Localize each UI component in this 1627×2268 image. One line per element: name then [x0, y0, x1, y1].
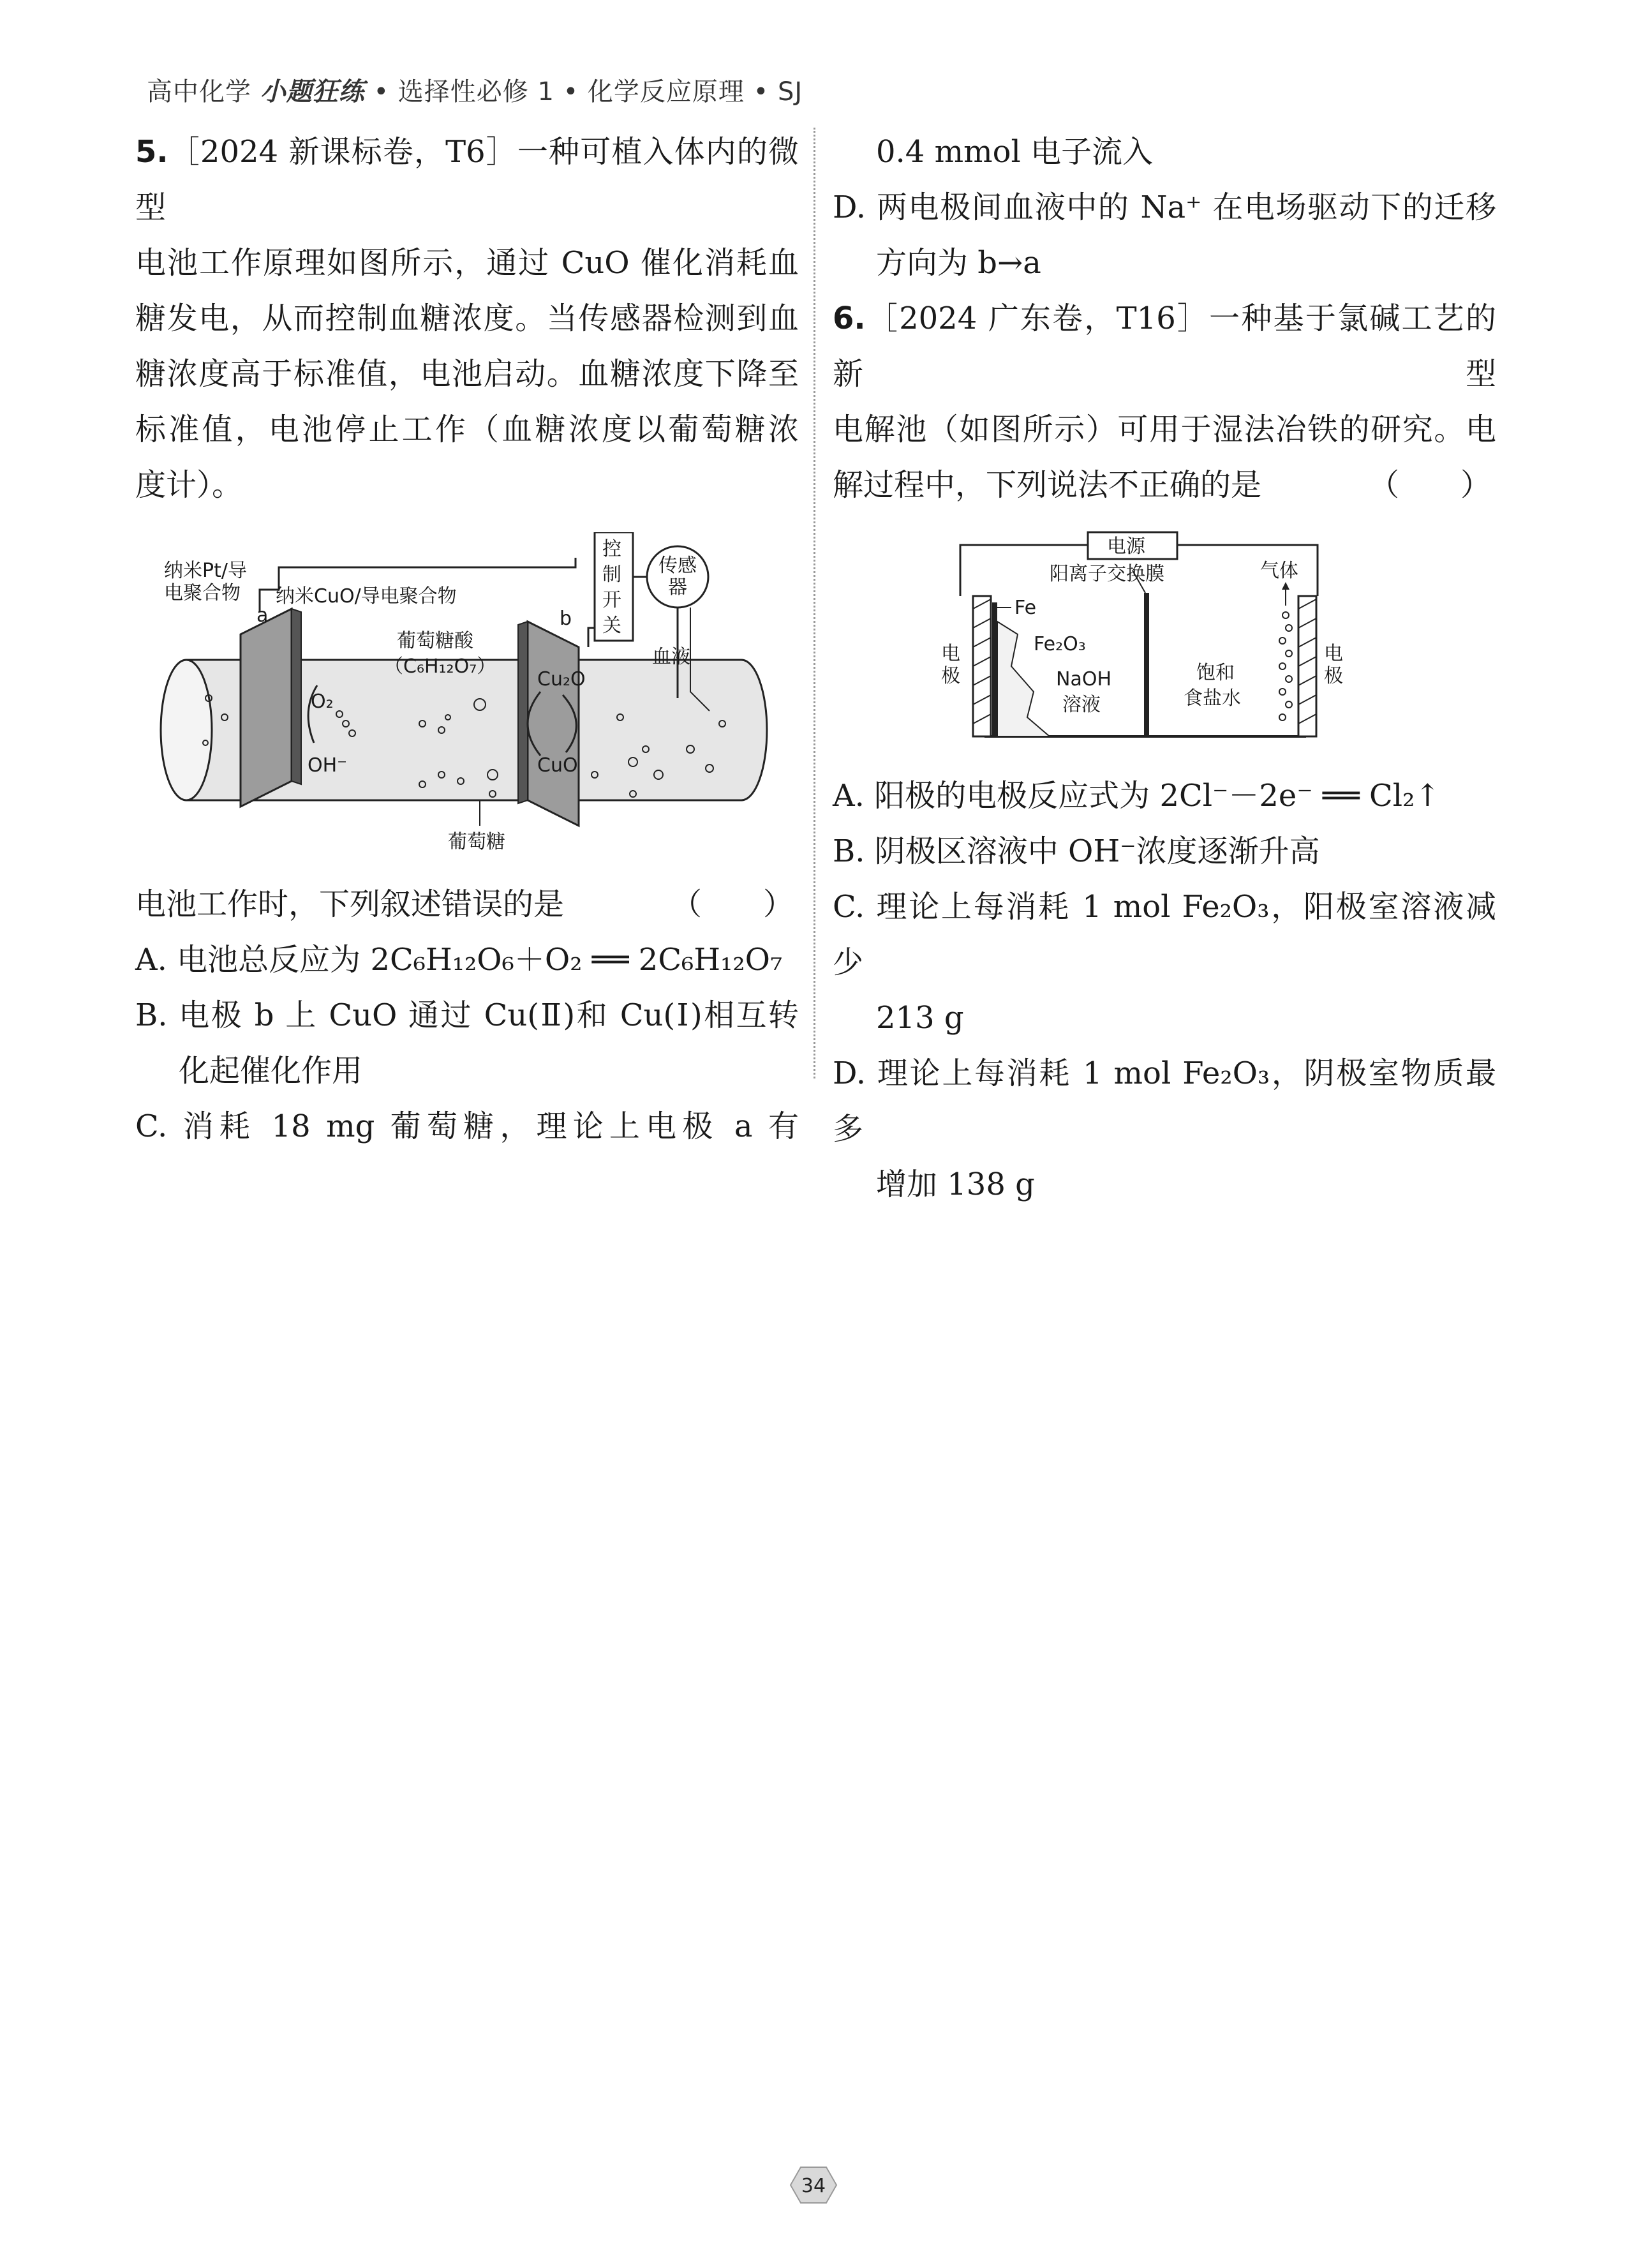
electrode-right-2: 极 — [1324, 665, 1343, 687]
page-number-badge — [789, 2166, 838, 2204]
q5-option-b-line-2: 化起催化作用 — [179, 1053, 363, 1089]
membrane-label: 阳离子交换膜 — [1050, 563, 1164, 585]
pt-label-2: 电聚合物 — [164, 582, 241, 604]
q6-electrolysis-figure — [922, 526, 1407, 756]
q6-stem-line-1 — [833, 291, 1496, 402]
q5-number: 5. — [135, 134, 168, 170]
q6-number: 6. — [833, 301, 866, 336]
switch-char-4: 关 — [602, 615, 621, 637]
switch-char-2: 制 — [602, 563, 621, 586]
gluconic-label-1: 葡萄糖酸 — [397, 630, 473, 652]
q5-stem-line-4: 糖浓度高于标准值，电池启动。血糖浓度下降至 — [135, 356, 799, 392]
switch-char-1: 控 — [602, 538, 621, 560]
a-label: a — [256, 604, 269, 627]
blood-label: 血液 — [652, 646, 690, 668]
q6-option-c-line-1: C. 理论上每消耗 1 mol Fe₂O₃，阳极室溶液减少 — [833, 889, 1496, 980]
q6-option-b: B. 阴极区溶液中 OH⁻浓度逐渐升高 — [833, 833, 1320, 869]
q6-stem-line-3 — [833, 458, 1496, 513]
glucose-label: 葡萄糖 — [448, 831, 505, 853]
q5-option-a: A. 电池总反应为 2C₆H₁₂O₆＋O₂ ══ 2C₆H₁₂O₇ — [135, 942, 783, 978]
page-number: 34 — [801, 2175, 826, 2197]
q5-option-b-line-1: B. 电极 b 上 CuO 通过 Cu(Ⅱ)和 Cu(Ⅰ)相互转 — [135, 997, 799, 1033]
sensor-label-2: 器 — [668, 576, 687, 599]
q5-stem-line-1 — [135, 124, 799, 235]
naoh-label-2: 溶液 — [1062, 694, 1101, 716]
q5-stem-line-3: 糖发电，从而控制血糖浓度。当传感器检测到血 — [135, 301, 799, 336]
q5-option-c-line-1: C. 消耗 18 mg 葡萄糖，理论上电极 a 有 — [135, 1108, 799, 1144]
oh-label: OH⁻ — [308, 754, 348, 777]
q5-question-line — [135, 877, 799, 932]
q6-answer-paren: （ ） — [1368, 467, 1491, 503]
brine-label-2: 食盐水 — [1184, 687, 1241, 710]
q5-answer-paren: （ ） — [671, 886, 794, 922]
electrode-left-1: 电 — [941, 643, 960, 665]
naoh-label-1: NaOH — [1056, 668, 1111, 690]
header-brand: 小题狂练 — [260, 77, 365, 107]
brine-label-1: 饱和 — [1196, 662, 1235, 684]
page-header — [147, 71, 803, 108]
q5-stem-line-6: 度计）。 — [135, 467, 243, 503]
right-column — [833, 124, 1496, 1212]
sensor-label-1: 传感 — [658, 555, 697, 577]
q6-option-a: A. 阳极的电极反应式为 2Cl⁻－2e⁻ ══ Cl₂↑ — [833, 778, 1441, 814]
q5-option-d-line-1: D. 两电极间血液中的 Na⁺ 在电场驱动下的迁移 — [833, 190, 1496, 225]
q5-stem-line-2: 电池工作原理如图所示，通过 CuO 催化消耗血 — [135, 245, 799, 281]
fe-label: Fe — [1014, 597, 1037, 619]
electrode-right-1: 电 — [1324, 643, 1343, 665]
cu2o-label: Cu₂O — [537, 668, 586, 690]
cuo-small-label: CuO — [537, 754, 578, 777]
o2-label: O₂ — [311, 690, 334, 713]
fe2o3-label: Fe₂O₃ — [1034, 633, 1086, 655]
left-column — [135, 124, 799, 1154]
switch-char-3: 开 — [602, 589, 621, 611]
q6-stem-line-2: 电解池（如图所示）可用于湿法冶铁的研究。电 — [833, 412, 1496, 447]
b-label: b — [560, 608, 572, 630]
q5-stem-text-1: ［2024 新课标卷，T6］一种可植入体内的微型 — [135, 134, 799, 225]
gluconic-label-2: （C₆H₁₂O₇） — [384, 655, 496, 678]
q5-stem-line-5: 标准值，电池停止工作（血糖浓度以葡萄糖浓 — [135, 412, 799, 447]
q6-stem-text-1: ［2024 广东卷，T16］一种基于氯碱工艺的新型 — [833, 301, 1496, 392]
q6-stem-text-3: 解过程中，下列说法不正确的是 — [833, 467, 1262, 503]
column-divider — [814, 128, 815, 1078]
electrode-left-2: 极 — [941, 665, 960, 687]
cuo-label: 纳米CuO/导电聚合物 — [276, 585, 457, 608]
q5-battery-figure — [148, 532, 786, 864]
header-series: • 选择性必修 1 • 化学反应原理 • SJ — [373, 77, 803, 107]
q5-question: 电池工作时，下列叙述错误的是 — [135, 886, 565, 922]
header-subject: 高中化学 — [147, 77, 251, 107]
q6-option-d-line-1: D. 理论上每消耗 1 mol Fe₂O₃，阴极室物质最多 — [833, 1056, 1496, 1147]
q5-option-c-line-2: 0.4 mmol 电子流入 — [876, 134, 1154, 170]
power-label: 电源 — [1107, 535, 1145, 558]
q6-option-d-line-2: 增加 138 g — [876, 1167, 1035, 1202]
q6-option-c-line-2: 213 g — [876, 1000, 964, 1036]
q5-option-d-line-2: 方向为 b→a — [876, 245, 1041, 281]
gas-label: 气体 — [1260, 560, 1298, 582]
pt-label-1: 纳米Pt/导 — [164, 560, 247, 582]
